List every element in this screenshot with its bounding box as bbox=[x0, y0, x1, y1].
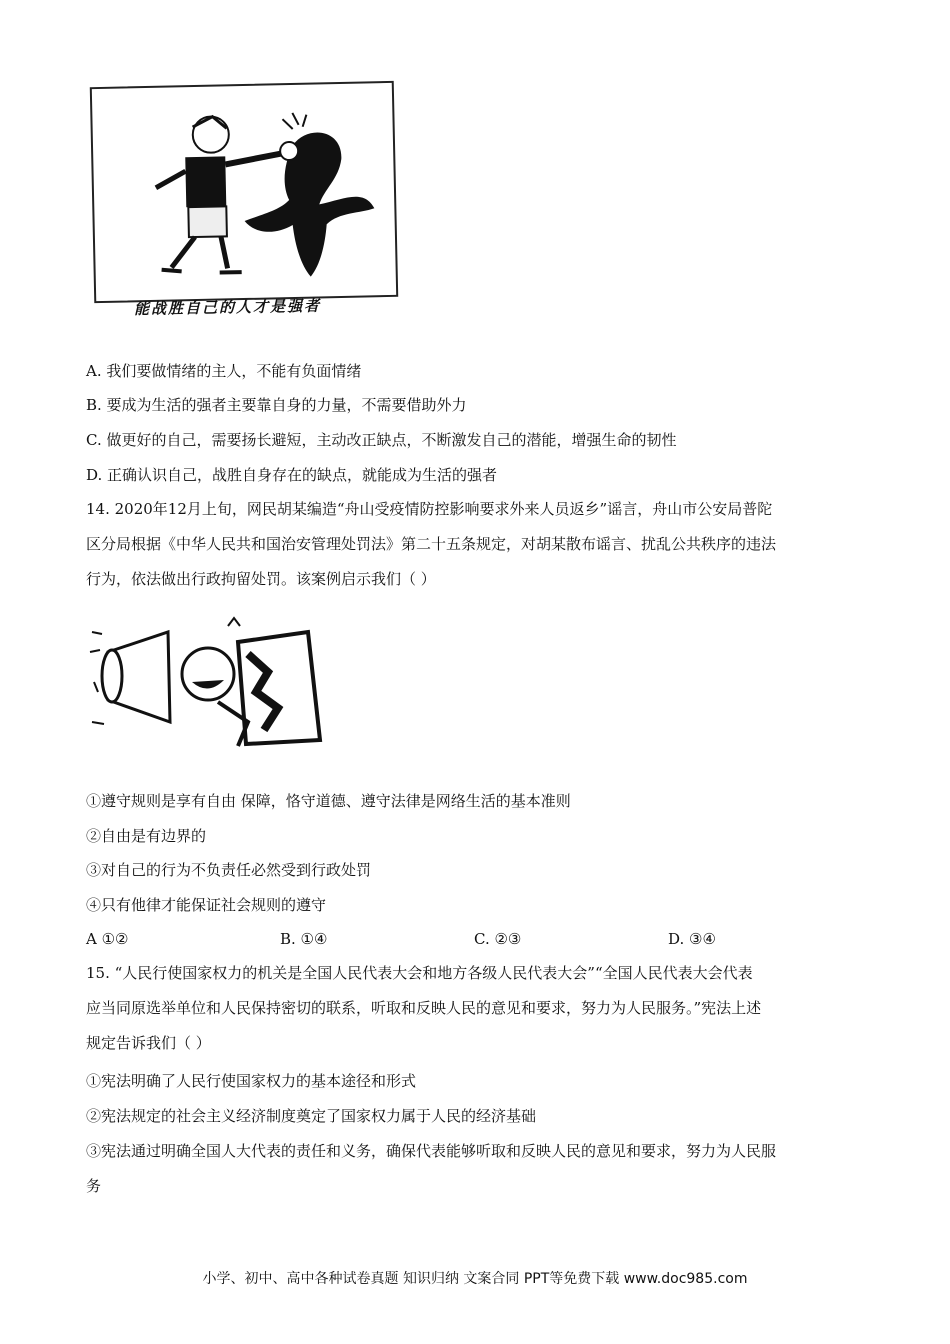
q15-statement-2: ②宪法规定的社会主义经济制度奠定了国家权力属于人民的经济基础 bbox=[86, 1107, 537, 1125]
q14-stem-line: 行为，依法做出行政拘留处罚。该案例启示我们（ ） bbox=[86, 570, 436, 588]
option-a: A. 我们要做情绪的主人，不能有负面情绪 bbox=[86, 362, 362, 380]
cartoon-rumor-megaphone bbox=[88, 612, 340, 756]
q15-statement-3-cont: 务 bbox=[86, 1177, 102, 1195]
option-d: D. 正确认识自己，战胜自身存在的缺点，就能成为生活的强者 bbox=[86, 466, 498, 484]
q14-statement-3: ③对自己的行为不负责任必然受到行政处罚 bbox=[86, 861, 372, 879]
q15-stem-line: 应当同原选举单位和人民保持密切的联系，听取和反映人民的意见和要求，努力为人民服务。”宪法上述 bbox=[86, 999, 762, 1017]
q14-stem-line: 区分局根据《中华人民共和国治安管理处罚法》第二十五条规定，对胡某散布谣言、扰乱公共秩序的违法 bbox=[86, 535, 777, 553]
cartoon-caption: 能战胜自己的人才是强者 bbox=[133, 296, 322, 319]
q14-statement-4: ④只有他律才能保证社会规则的遵守 bbox=[86, 896, 327, 914]
option-b: B. 要成为生活的强者主要靠自身的力量，不需要借助外力 bbox=[86, 396, 467, 414]
cartoon-drawing bbox=[92, 83, 396, 301]
option-c: C. 做更好的自己，需要扬长避短，主动改正缺点，不断激发自己的潜能，增强生命的韧性 bbox=[86, 431, 677, 449]
choice-c: C. ②③ bbox=[474, 930, 522, 948]
choice-a: A ①② bbox=[86, 930, 129, 948]
q15-stem-line: 规定告诉我们（ ） bbox=[86, 1034, 211, 1052]
page-footer: 小学、初中、高中各种试卷真题 知识归纳 文案合同 PPT等免费下载 www.doc985.com bbox=[202, 1271, 748, 1287]
cartoon-strongman-illustration bbox=[90, 81, 398, 303]
choice-b: B. ①④ bbox=[280, 930, 328, 948]
q15-statement-1: ①宪法明确了人民行使国家权力的基本途径和形式 bbox=[86, 1072, 417, 1090]
cartoon-drawing-2 bbox=[88, 612, 340, 756]
q15-stem-line: 15. “人民行使国家权力的机关是全国人民代表大会和地方各级人民代表大会”“全国人民代表大会代表 bbox=[86, 964, 753, 982]
q14-stem-line: 14. 2020年12月上旬，网民胡某编造“舟山受疫情防控影响要求外来人员返乡”谣言，舟山市公安局普陀 bbox=[86, 500, 773, 518]
q15-statement-3: ③宪法通过明确全国人大代表的责任和义务，确保代表能够听取和反映人民的意见和要求，努力为人民服 bbox=[86, 1142, 777, 1160]
choice-d: D. ③④ bbox=[668, 930, 716, 948]
q14-statement-2: ②自由是有边界的 bbox=[86, 827, 207, 845]
q14-statement-1: ①遵守规则是享有自由 保障，恪守道德、遵守法律是网络生活的基本准则 bbox=[86, 792, 571, 810]
